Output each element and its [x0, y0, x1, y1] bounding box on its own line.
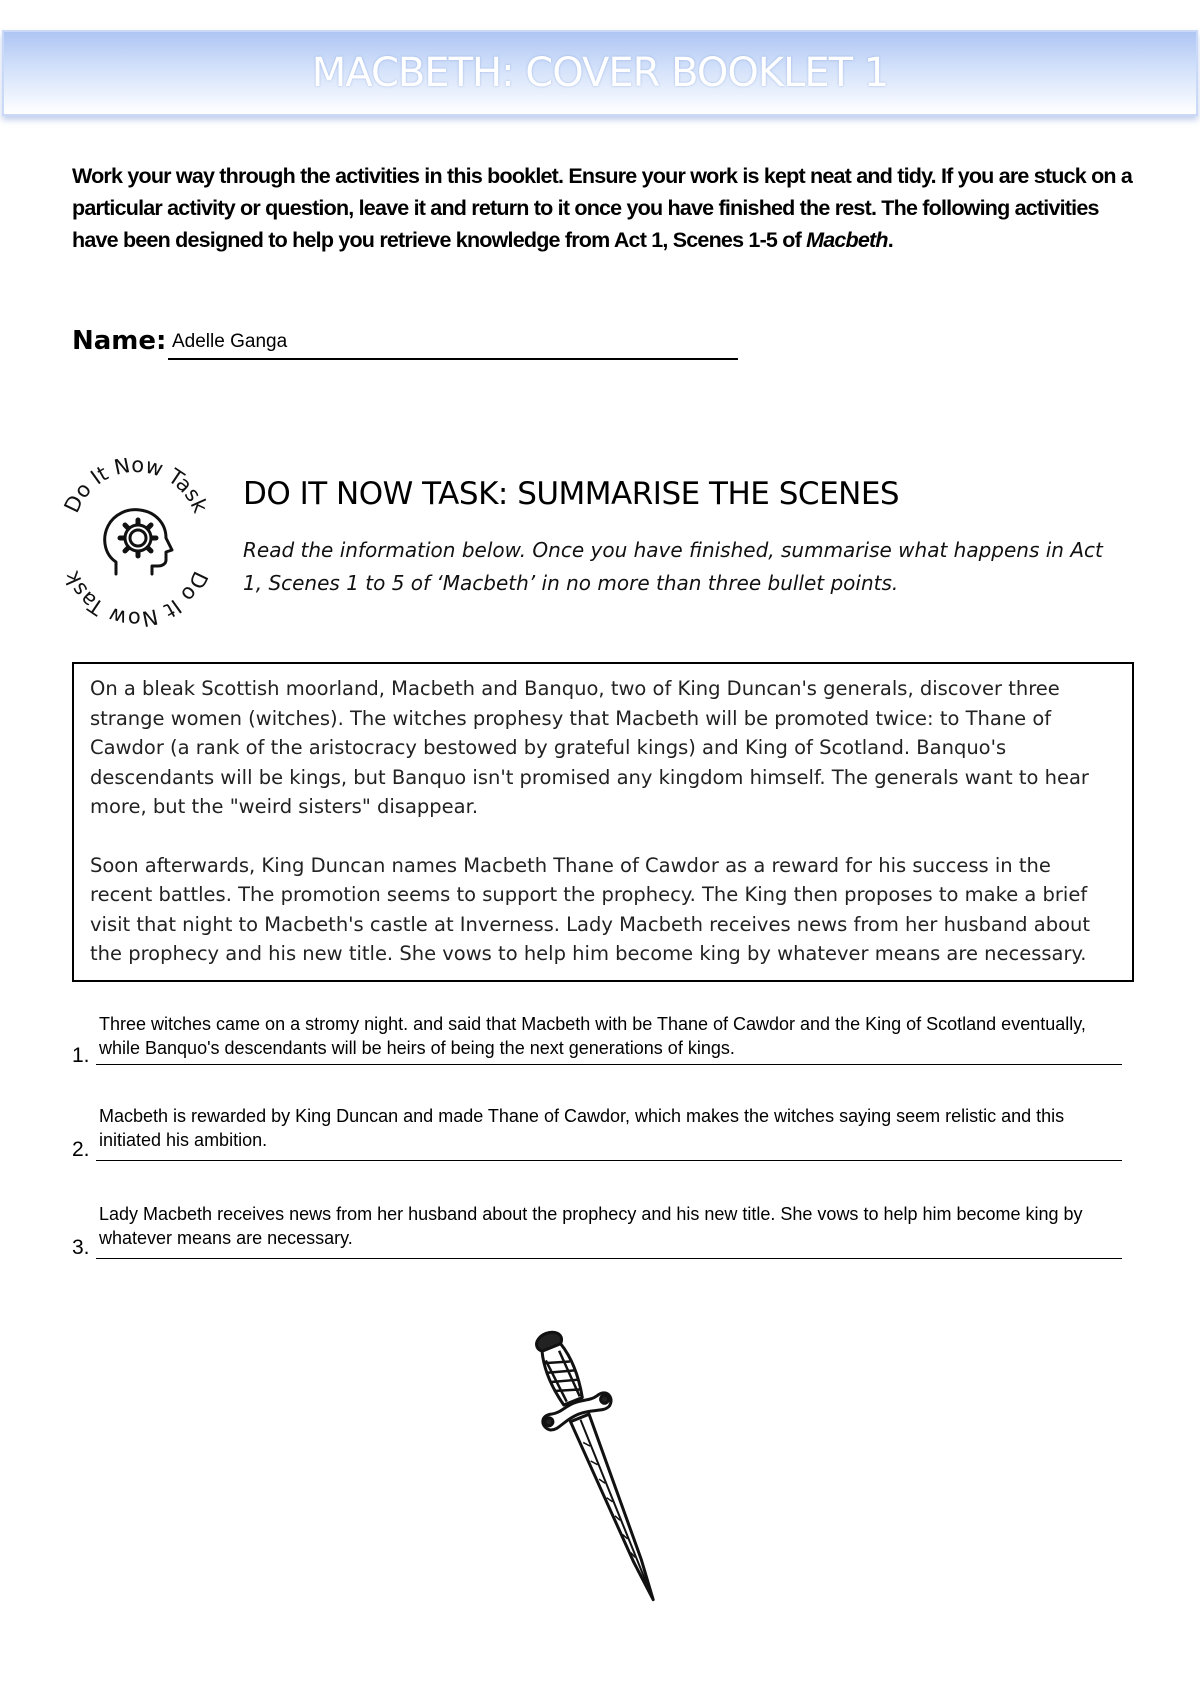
dagger-illustration	[520, 1318, 680, 1618]
summary-paragraph-1: On a bleak Scottish moorland, Macbeth and Banquo, two of King Duncan's generals, discover three strange women (witches). The witches prophesy that Macbeth will be promoted twice: to Thane of Cawdor (a rank of the aristocracy bestowed by grateful kings) and King of Scotland. Banquo's descendants will be kings, but Banquo isn't promised any kingdom himself. The generals want to hear more, but the "weird sisters" disappear.	[90, 677, 1089, 818]
name-input[interactable]: Adelle Ganga	[172, 331, 288, 352]
answer-item-2[interactable]	[72, 1104, 1122, 1164]
task-heading: DO IT NOW TASK: SUMMARISE THE SCENES	[243, 476, 900, 512]
answer-underline	[96, 1258, 1122, 1259]
name-label: Name:	[72, 326, 167, 356]
badge-graphic	[56, 458, 216, 628]
page-title: MACBETH: COVER BOOKLET 1	[311, 50, 889, 96]
intro-paragraph	[72, 160, 1142, 256]
task-instruction: Read the information below. Once you have finished, summarise what happens in Act 1, Scenes 1 to 5 of ‘Macbeth’ in no more than three bullet points.	[243, 538, 1103, 595]
answer-text[interactable]: Three witches came on a stromy night. and said that Macbeth with be Thane of Cawdor and the King of Scotland eventually, while Banquo's descendants will be heirs of being the next generations of kings.	[99, 1014, 1086, 1058]
title-banner	[2, 30, 1198, 116]
head-gear-icon	[105, 510, 172, 574]
answer-number: 2.	[72, 1138, 90, 1161]
answer-text[interactable]: Lady Macbeth receives news from her husband about the prophecy and his new title. She vows to help him become king by whatever means are necessary.	[99, 1204, 1083, 1248]
answer-item-3[interactable]	[72, 1202, 1122, 1262]
answer-underline	[96, 1064, 1122, 1065]
intro-text: Work your way through the activities in this booklet. Ensure your work is kept neat and tidy. If you are stuck on a particular activity or question, leave it and return to it once you have finished the rest. The following activities have been designed to help you retrieve knowledge from Act 1, Scenes 1-5 of	[72, 164, 1133, 252]
answer-underline	[96, 1160, 1122, 1161]
answer-number: 1.	[72, 1044, 90, 1067]
answer-text[interactable]: Macbeth is rewarded by King Duncan and made Thane of Cawdor, which makes the witches saying seem relistic and this initiated his ambition.	[99, 1106, 1065, 1150]
badge-bottom-text: Do It Now Task	[59, 567, 213, 628]
badge-top-text: Do It Now Task	[59, 458, 213, 517]
dagger-icon	[520, 1318, 680, 1618]
name-underline	[168, 358, 738, 360]
intro-italic-title: Macbeth	[806, 228, 888, 252]
intro-end: .	[887, 228, 893, 252]
do-it-now-badge	[56, 458, 216, 628]
scene-summary-box	[72, 662, 1134, 982]
name-field-row	[72, 322, 672, 362]
answer-number: 3.	[72, 1236, 90, 1259]
answer-item-1[interactable]	[72, 1012, 1122, 1072]
summary-paragraph-2: Soon afterwards, King Duncan names Macbeth Thane of Cawdor as a reward for his success in the recent battles. The promotion seems to support the prophecy. The King then proposes to make a brief visit that night to Macbeth's castle at Inverness. Lady Macbeth receives news from her husband about the prophecy and his new title. She vows to help him become king by whatever means are necessary.	[90, 853, 1091, 965]
